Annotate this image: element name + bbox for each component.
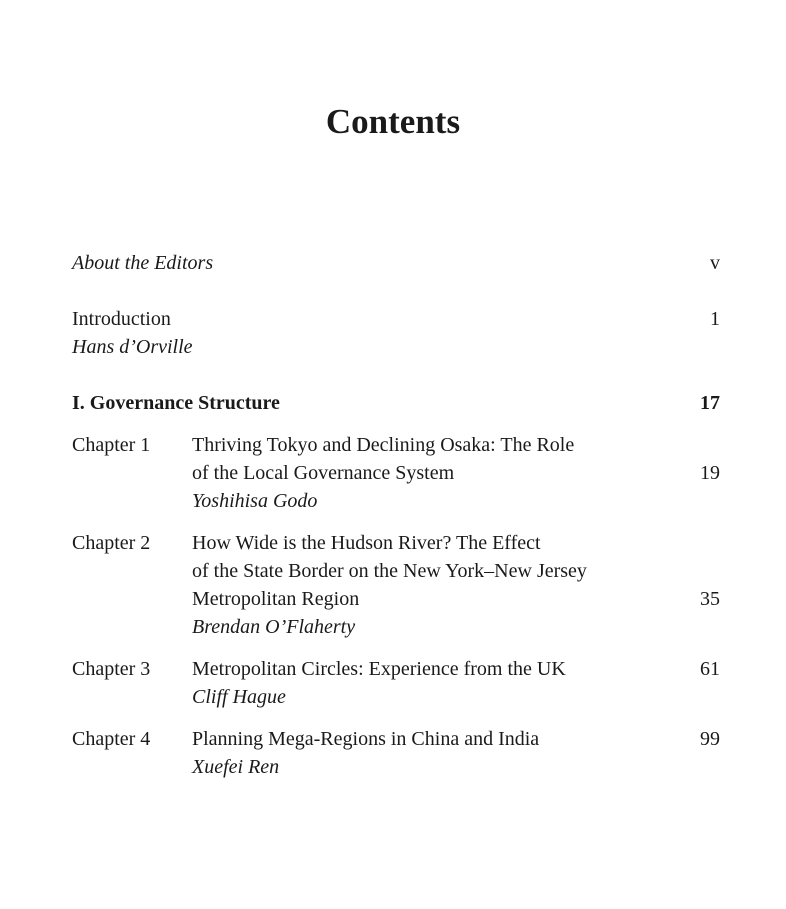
chapter-author: Brendan O’Flaherty — [192, 616, 356, 638]
toc-page-number: 61 — [700, 658, 720, 680]
chapter-number: Chapter 3 — [72, 658, 151, 680]
chapter-author: Cliff Hague — [192, 686, 286, 708]
chapter-author: Yoshihisa Godo — [192, 490, 318, 512]
chapter-title-line: Planning Mega-Regions in China and India — [192, 728, 540, 750]
chapter-number: Chapter 2 — [72, 532, 151, 554]
chapter-title-line: How Wide is the Hudson River? The Effect — [192, 532, 541, 554]
chapter-title-line: Metropolitan Region — [192, 588, 360, 610]
toc-page-number: 17 — [700, 392, 720, 414]
toc-entry-label: About the Editors — [72, 252, 214, 274]
chapter-title-line: Thriving Tokyo and Declining Osaka: The Role — [192, 434, 575, 456]
toc-page-number: 35 — [700, 588, 720, 610]
chapter-title-line: of the Local Governance System — [192, 462, 455, 484]
page-title: Contents — [325, 102, 461, 141]
toc-page-number: v — [710, 252, 720, 274]
part-label: I. Governance Structure — [72, 392, 280, 414]
chapter-number: Chapter 4 — [72, 728, 151, 750]
toc-page-number: 1 — [710, 308, 720, 330]
toc-page-number: 99 — [700, 728, 720, 750]
toc-entry-label: Introduction — [72, 308, 171, 330]
toc-entry-author: Hans d’Orville — [72, 336, 193, 358]
chapter-author: Xuefei Ren — [192, 756, 280, 778]
toc-page-number: 19 — [700, 462, 720, 484]
chapter-number: Chapter 1 — [72, 434, 151, 456]
chapter-title-line: of the State Border on the New York–New Jersey — [192, 560, 587, 582]
chapter-title-line: Metropolitan Circles: Experience from the UK — [192, 658, 566, 680]
